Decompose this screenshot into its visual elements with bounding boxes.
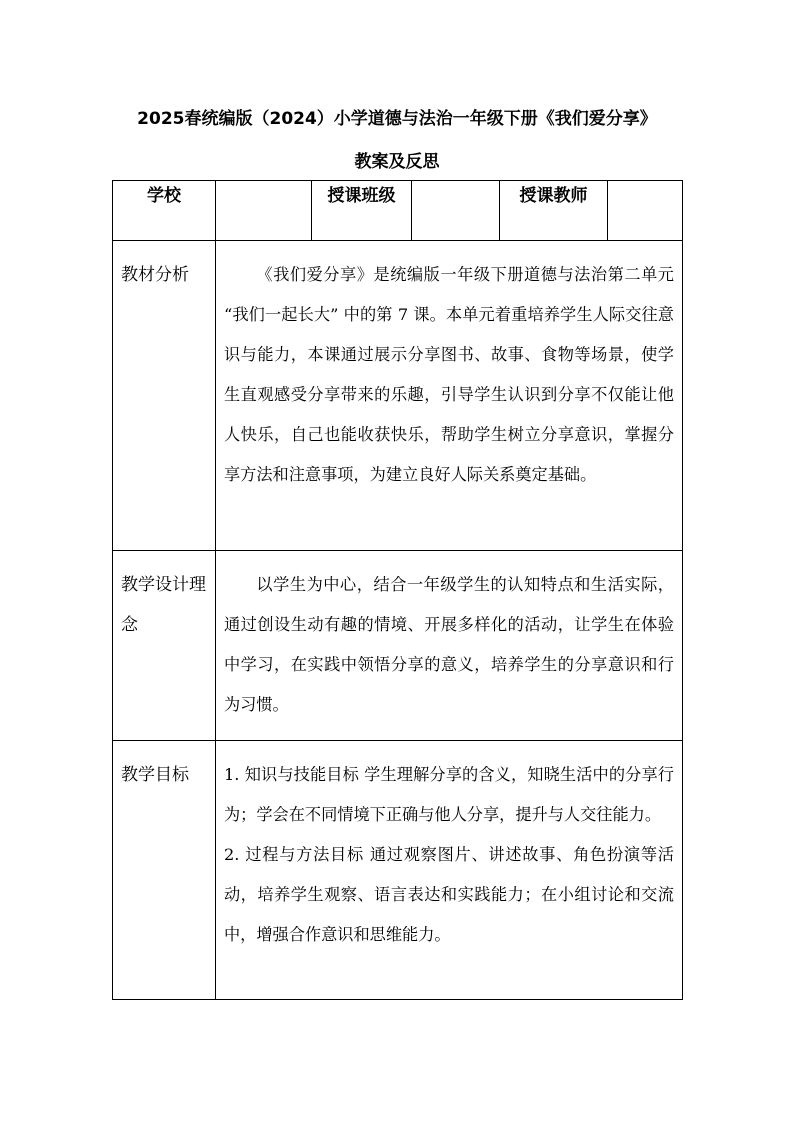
material-analysis-row [113, 241, 683, 551]
document-title: 2025春统编版（2024）小学道德与法治一年级下册《我们爱分享》 [137, 109, 657, 129]
teacher-value [608, 181, 683, 241]
class-label: 授课班级 [312, 181, 412, 241]
lesson-plan-table [112, 180, 683, 1000]
goal-knowledge-paragraph: 1. 知识与技能目标 学生理解分享的含义，知晓生活中的分享行为；学会在不同情境下正确与他人分享，提升与人交往能力。 [224, 765, 674, 824]
material-analysis-paragraph: 《我们爱分享》是统编版一年级下册道德与法治第二单元 “我们一起长大” 中的第 7 课。本单元着重培养学生人际交往意识与能力，本课通过展示分享图书、故事、食物等场景，使学生直观感受分享带来的乐趣，引导学生认识到分享不仅能让他人快乐，自己也能收获快乐，帮助学生树立分享意识，掌握分享方法和注意事项，为建立良好人际关系奠定基础。 [224, 265, 674, 484]
school-value [216, 181, 312, 241]
school-label: 学校 [113, 181, 216, 241]
design-concept-label: 教学设计理念 [113, 551, 216, 741]
design-concept-content [216, 551, 683, 741]
header-row [113, 181, 683, 241]
goal-process-paragraph: 2. 过程与方法目标 通过观察图片、讲述故事、角色扮演等活动，培养学生观察、语言表达和实践能力；在小组讨论和交流中，增强合作意识和思维能力。 [224, 845, 674, 944]
design-concept-paragraph: 以学生为中心，结合一年级学生的认知特点和生活实际，通过创设生动有趣的情境、开展多样化的活动，让学生在体验中学习，在实践中领悟分享的意义，培养学生的分享意识和行为习惯。 [224, 575, 674, 714]
teaching-goals-content [216, 741, 683, 1000]
design-concept-row [113, 551, 683, 741]
material-analysis-label: 教材分析 [113, 241, 216, 551]
material-analysis-content [216, 241, 683, 551]
teacher-label: 授课教师 [500, 181, 608, 241]
document-subtitle: 教案及反思 [354, 152, 440, 172]
teaching-goals-row [113, 741, 683, 1000]
class-value [412, 181, 500, 241]
teaching-goals-label: 教学目标 [113, 741, 216, 1000]
